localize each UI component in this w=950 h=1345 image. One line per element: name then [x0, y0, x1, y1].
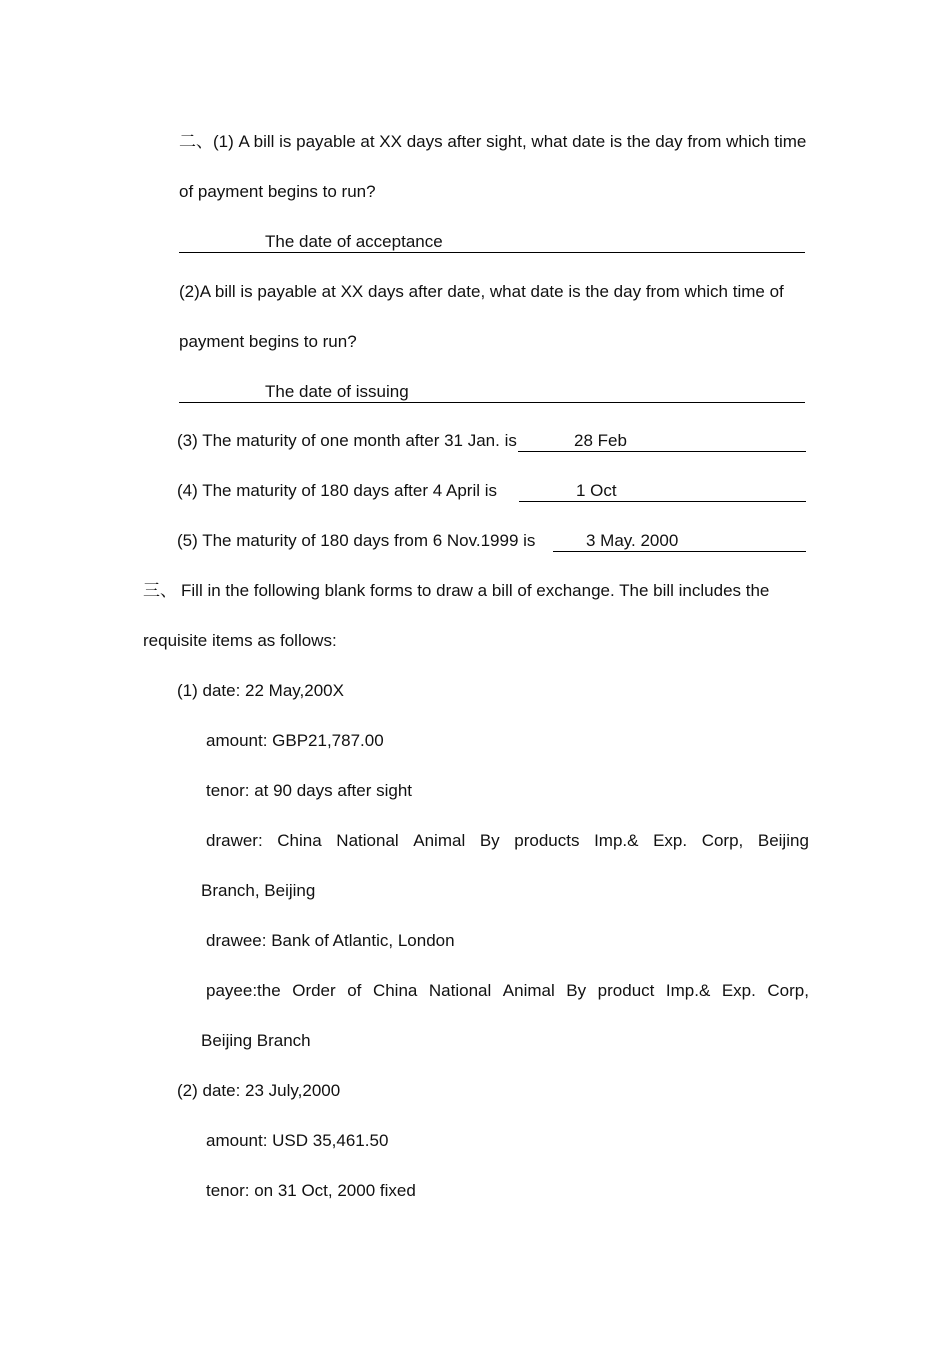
drawer-word: drawer: [206, 831, 263, 850]
question-3-text: (3) The maturity of one month after 31 Jan. is [177, 431, 517, 450]
answer-4-blank [519, 481, 806, 502]
section-3-intro-line-1 [143, 581, 769, 601]
item-1-date: (1) date: 22 May,200X [177, 681, 344, 700]
question-2-line-1: (2)A bill is payable at XX days after date, what date is the day from which time of [179, 282, 784, 301]
item-2-tenor: tenor: on 31 Oct, 2000 fixed [206, 1181, 416, 1200]
answer-2: The date of issuing [265, 382, 409, 401]
question-1-text: (1) A bill is payable at XX days after sight, what date is the day from which time [213, 132, 807, 151]
answer-1: The date of acceptance [265, 232, 443, 251]
section-3-intro-line-2: requisite items as follows: [143, 631, 337, 650]
drawer-word: Animal [413, 831, 466, 850]
drawer-word: Exp. [653, 831, 688, 850]
payee-word: product [597, 981, 655, 1000]
drawer-word: National [336, 831, 399, 850]
payee-word: China [372, 981, 418, 1000]
drawer-word: Corp, [701, 831, 744, 850]
answer-3-blank [518, 431, 806, 452]
payee-word: By [566, 981, 587, 1000]
drawer-word: Imp.& [594, 831, 639, 850]
section-3-intro-text: Fill in the following blank forms to draw a bill of exchange. The bill includes the [181, 581, 770, 600]
payee-word: Animal [502, 981, 555, 1000]
item-1-tenor: tenor: at 90 days after sight [206, 781, 413, 800]
question-5-text: (5) The maturity of 180 days from 6 Nov.1999 is [177, 531, 536, 550]
question-4-text: (4) The maturity of 180 days after 4 April is [177, 481, 497, 500]
answer-3: 28 Feb [574, 431, 627, 450]
answer-1-blank [179, 232, 805, 253]
question-1-line-1 [179, 132, 806, 152]
item-1-payee-line-1 [206, 981, 809, 1001]
answer-2-blank [179, 382, 805, 403]
answer-5-blank [553, 531, 806, 552]
payee-word: Imp.& [665, 981, 711, 1000]
item-1-amount: amount: GBP21,787.00 [206, 731, 384, 750]
item-2-amount: amount: USD 35,461.50 [206, 1131, 389, 1150]
drawer-word: China [277, 831, 322, 850]
drawer-word: By [479, 831, 500, 850]
item-1-drawee: drawee: Bank of Atlantic, London [206, 931, 455, 950]
section-2-marker: 二、 [179, 132, 213, 151]
payee-word: Exp. [721, 981, 756, 1000]
payee-word: Order [292, 981, 336, 1000]
drawer-word: Beijing [757, 831, 809, 850]
drawer-word: products [514, 831, 580, 850]
item-1-payee-line-2: Beijing Branch [201, 1031, 311, 1050]
question-2-line-2: payment begins to run? [179, 332, 357, 351]
section-3-marker: 三、 [143, 581, 177, 600]
item-1-drawer-line-2: Branch, Beijing [201, 881, 316, 900]
payee-word: payee:the [206, 981, 281, 1000]
item-1-drawer-line-1 [206, 831, 809, 851]
answer-4: 1 Oct [576, 481, 617, 500]
question-1-line-2: of payment begins to run? [179, 182, 376, 201]
payee-word: of [347, 981, 362, 1000]
item-2-date: (2) date: 23 July,2000 [177, 1081, 341, 1100]
payee-word: National [428, 981, 492, 1000]
payee-word: Corp, [767, 981, 809, 1000]
answer-5: 3 May. 2000 [586, 531, 679, 550]
